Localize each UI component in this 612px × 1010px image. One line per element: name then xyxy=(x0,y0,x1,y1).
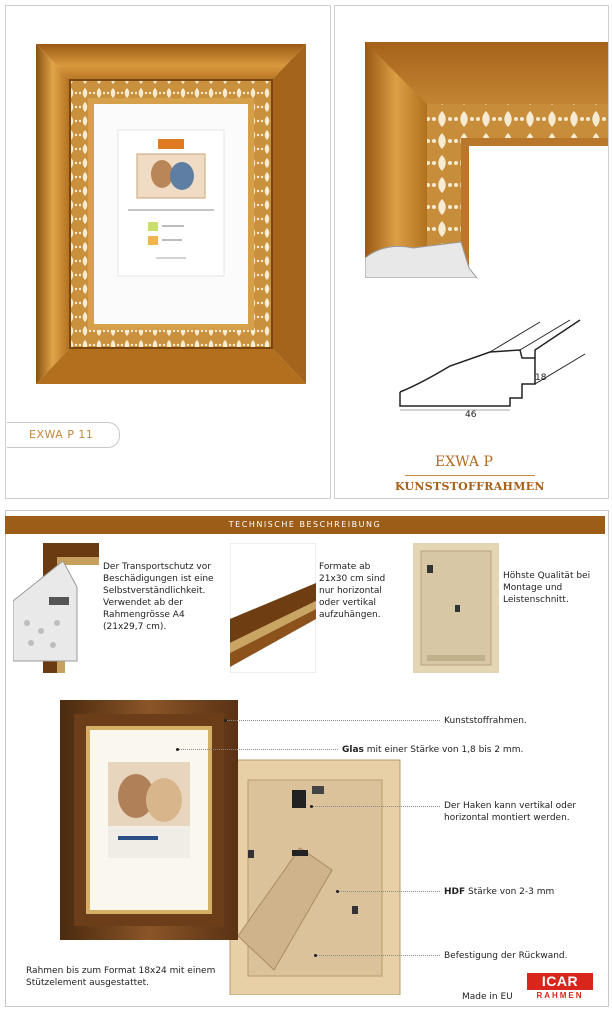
product-name: EXWA P xyxy=(435,454,493,470)
profile-dimension-drawing xyxy=(390,314,590,414)
product-panel xyxy=(5,5,331,499)
made-in-label: Made in EU xyxy=(462,992,513,1002)
feature-transport-text: Der Transportschutz vor Beschädigungen ist eine Selbstverständlichkeit. Verwendet ab der Rahmengrösse A4 (21x29,7 cm). xyxy=(103,562,214,632)
leader-frame xyxy=(226,720,440,721)
dimension-height: 18 xyxy=(535,373,547,383)
hdf-label: HDF xyxy=(444,887,466,897)
dimension-width: 46 xyxy=(465,410,477,420)
marker-hook xyxy=(310,805,313,808)
leader-hdf xyxy=(338,891,440,892)
feature-formats-text: Formate ab 21x30 cm sind nur horizontal oder vertikal aufzuhängen. xyxy=(319,562,386,620)
product-type: KUNSTSTOFFRAHMEN xyxy=(395,480,545,493)
leader-glass xyxy=(178,749,338,750)
annotation-back: Befestigung der Rückwand. xyxy=(444,951,568,961)
model-number: EXWA P 11 xyxy=(29,428,94,441)
annotation-hdf xyxy=(444,886,554,898)
annotation-glass xyxy=(342,744,523,756)
frame-corner-closeup xyxy=(365,42,608,278)
icar-logo xyxy=(527,973,593,1001)
annotation-frame: Kunststoffrahmen. xyxy=(444,716,527,726)
glass-spec: mit einer Stärke von 1,8 bis 2 mm. xyxy=(363,745,524,755)
profile-panel xyxy=(334,5,609,499)
corner-profile-image xyxy=(230,543,316,673)
leader-hook xyxy=(312,806,440,807)
leader-back xyxy=(316,955,440,956)
back-assembly-image xyxy=(413,543,499,673)
annotation-hook: Der Haken kann vertikal oder horizontal montiert werden. xyxy=(444,801,577,823)
model-tag xyxy=(7,422,120,448)
technical-header: TECHNISCHE BESCHREIBUNG xyxy=(5,516,605,534)
feature-quality-text: Höhste Qualität bei Montage und Leistenschnitt. xyxy=(503,571,591,605)
hdf-spec: Stärke von 2-3 mm xyxy=(465,887,555,897)
title-rule xyxy=(405,475,535,476)
marker-hdf xyxy=(336,890,339,893)
logo-bottom: RAHMEN xyxy=(536,991,584,1000)
marker-back xyxy=(314,954,317,957)
annotation-stand: Rahmen bis zum Format 18x24 mit einem Stützelement ausgestattet. xyxy=(26,966,216,988)
marker-glass xyxy=(176,748,179,751)
glass-label: Glas xyxy=(342,745,364,755)
gold-frame-image xyxy=(36,44,306,384)
transport-protection-image xyxy=(13,543,99,673)
marker-frame xyxy=(224,719,227,722)
logo-top: ICAR xyxy=(527,973,593,990)
